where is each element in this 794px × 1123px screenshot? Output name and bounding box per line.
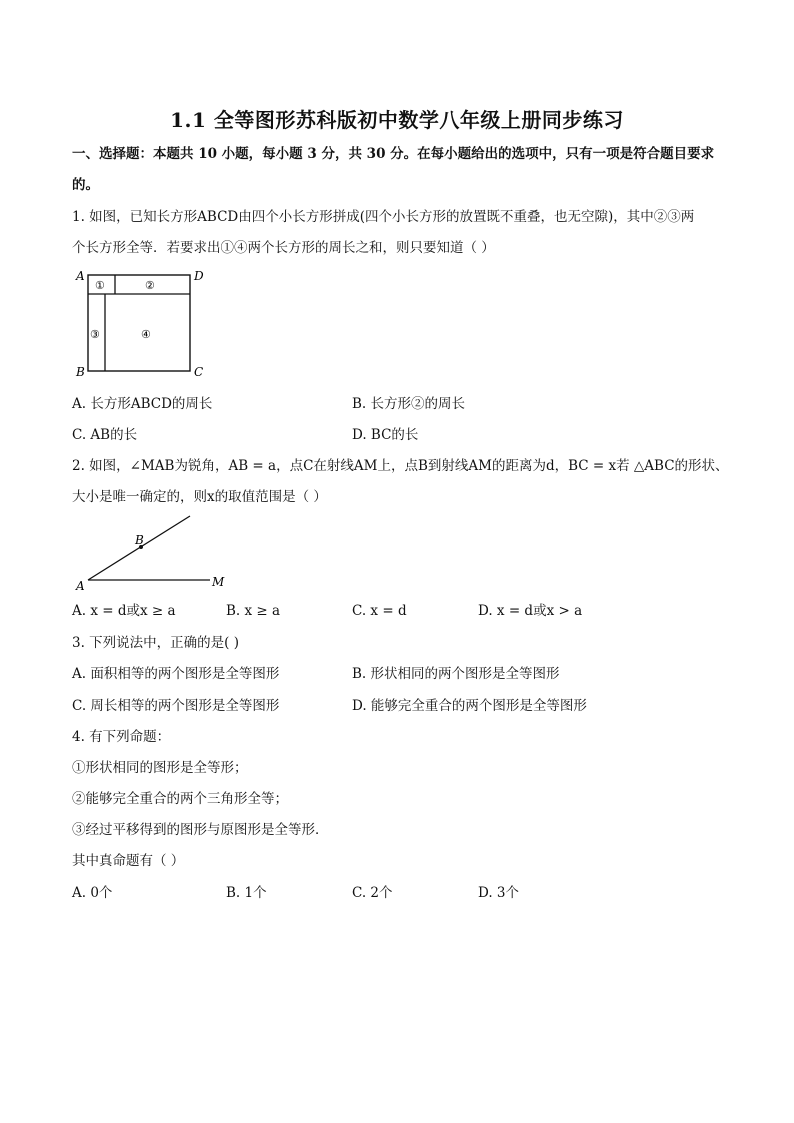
section-heading-line1: 一、选择题：本题共 10 小题，每小题 3 分，共 30 分。在每小题给出的选项中，只有一项是符合题目要求 [72, 146, 715, 162]
q4-question: 其中真命题有（ ） [72, 853, 185, 869]
q4-option-d: D. 3个 [478, 885, 520, 901]
q2-stem-line2: 大小是唯一确定的，则x的取值范围是（ ） [72, 489, 327, 505]
q4-option-b: B. 1个 [226, 885, 267, 901]
q4-stem: 4. 有下列命题： [72, 729, 171, 745]
q1-label-3: ③ [90, 328, 100, 341]
q1-label-2: ② [145, 279, 155, 292]
q1-option-b: B. 长方形②的周长 [352, 396, 466, 412]
q2-option-c: C. x = d [352, 603, 407, 619]
q2-stem-line1: 2. 如图，∠MAB为锐角，AB = a，点C在射线AM上，点B到射线AM的距离为d，BC = x若 △ABC的形状、 [72, 458, 729, 474]
q1-option-a: A. 长方形ABCD的周长 [72, 396, 213, 412]
q1-label-a: A [76, 269, 85, 283]
q3-stem: 3. 下列说法中，正确的是( ) [72, 635, 239, 651]
q4-option-c: C. 2个 [352, 885, 393, 901]
q3-option-c: C. 周长相等的两个图形是全等图形 [72, 698, 280, 714]
q1-rectangle-figure [72, 266, 212, 382]
q1-option-c: C. AB的长 [72, 427, 138, 443]
q1-stem-line1: 1. 如图，已知长方形ABCD由四个小长方形拼成(四个小长方形的放置既不重叠，也无空隙)，其中②③两 [72, 209, 695, 225]
q2-angle-figure [72, 510, 242, 594]
q1-label-1: ① [95, 279, 105, 292]
section-heading-line2: 的。 [72, 177, 99, 193]
q4-proposition-1: ①形状相同的图形是全等形； [72, 760, 248, 776]
q3-option-b: B. 形状相同的两个图形是全等图形 [352, 666, 560, 682]
q1-label-4: ④ [141, 328, 151, 341]
q4-option-a: A. 0个 [72, 885, 113, 901]
q2-label-b: B [135, 533, 144, 547]
q2-option-a: A. x = d或x ≥ a [72, 603, 176, 619]
q1-label-c: C [194, 365, 204, 379]
q2-label-a: A [76, 579, 85, 593]
q4-proposition-3: ③经过平移得到的图形与原图形是全等形． [72, 822, 329, 838]
q1-stem-line2: 个长方形全等．若要求出①④两个长方形的周长之和，则只要知道（ ） [72, 240, 495, 256]
q2-label-m: M [212, 575, 225, 589]
q1-label-b: B [76, 365, 85, 379]
q3-option-a: A. 面积相等的两个图形是全等图形 [72, 666, 280, 682]
q3-option-d: D. 能够完全重合的两个图形是全等图形 [352, 698, 587, 714]
q2-option-b: B. x ≥ a [226, 603, 281, 619]
q4-proposition-2: ②能够完全重合的两个三角形全等； [72, 791, 288, 807]
q1-option-d: D. BC的长 [352, 427, 419, 443]
q2-option-d: D. x = d或x > a [478, 603, 583, 619]
page-title: 1.1 全等图形苏科版初中数学八年级上册同步练习 [170, 108, 624, 132]
q1-label-d: D [194, 269, 204, 283]
